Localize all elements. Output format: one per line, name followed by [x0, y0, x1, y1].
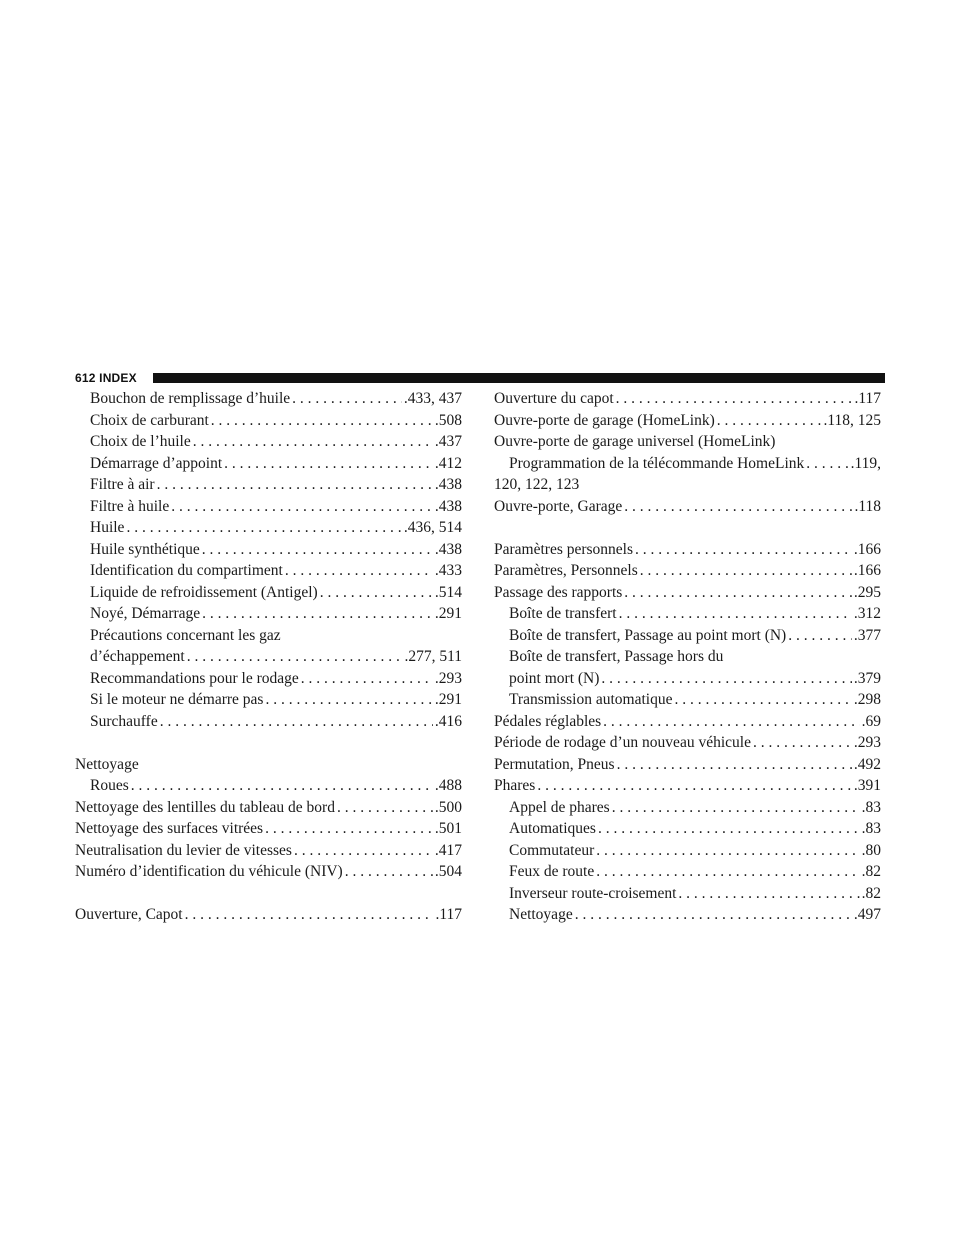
index-entry-text: Appel de phares	[509, 798, 610, 816]
index-entry-pages: .514	[434, 583, 462, 601]
index-entry-text: Précautions concernant les gaz	[90, 626, 281, 644]
dot-leader	[301, 670, 433, 688]
index-entry-text: Huile synthétique	[90, 540, 200, 558]
index-entry-pages: .438	[434, 497, 462, 515]
index-entry	[494, 584, 881, 606]
dot-leader	[635, 541, 852, 559]
index-entry	[75, 777, 462, 799]
dot-leader	[193, 433, 433, 451]
index-entry-pages: .291	[434, 605, 462, 622]
index-entry-text: Transmission automatique	[509, 691, 673, 708]
index-entry-pages: .416	[434, 712, 462, 730]
index-spacer	[75, 734, 462, 756]
index-entry	[75, 842, 462, 864]
index-entry	[494, 498, 881, 520]
index-entry-pages: .83	[861, 820, 881, 837]
dot-leader	[806, 455, 848, 473]
index-entry	[494, 670, 881, 692]
index-entry-pages: .437	[434, 433, 462, 450]
index-entry-text: Si le moteur ne démarre pas	[90, 691, 264, 708]
index-entry	[75, 390, 462, 412]
page-header	[75, 370, 885, 386]
index-entry-pages: .82	[861, 863, 881, 880]
index-entry-text: Boîte de transfert, Passage hors du	[509, 648, 724, 665]
index-entry-text: Identification du compartiment	[90, 562, 283, 579]
dot-leader	[294, 842, 433, 860]
index-entry	[75, 455, 462, 477]
index-entry	[75, 756, 462, 778]
index-entry-pages: .492	[853, 755, 881, 773]
index-entry	[75, 670, 462, 692]
index-entry-text: Automatiques	[509, 820, 596, 837]
index-entry	[75, 498, 462, 520]
dot-leader	[345, 863, 433, 881]
index-entry-pages: .69	[861, 712, 881, 730]
index-entry	[75, 648, 462, 670]
index-entry	[494, 455, 881, 477]
index-entry	[494, 433, 881, 455]
index-entry-pages: .504	[434, 863, 462, 880]
index-entry-pages: .83	[861, 798, 881, 816]
index-entry-text: Paramètres, Personnels	[494, 562, 638, 579]
index-entry-pages: .298	[853, 691, 881, 708]
index-entry	[494, 648, 881, 670]
index-entry	[494, 799, 881, 821]
index-entry-text: Démarrage d’appoint	[90, 454, 223, 472]
index-column-left	[75, 390, 462, 928]
index-entry-pages: .438	[434, 540, 462, 558]
index-entry-text: Phares	[494, 777, 536, 794]
index-entry-pages: .412	[434, 454, 462, 472]
index-entry-pages: .166	[853, 540, 881, 558]
index-entry	[75, 799, 462, 821]
index-entry	[494, 885, 881, 907]
index-entry	[494, 476, 881, 498]
index-entry-text: Nettoyage des lentilles du tableau de bord	[75, 798, 335, 816]
index-entry-text: Ouverture, Capot	[75, 906, 183, 923]
index-entry-pages: .433, 437	[403, 390, 462, 407]
index-entry-pages: .295	[853, 583, 881, 601]
index-entry-text: Ouverture du capot	[494, 390, 614, 407]
dot-leader	[265, 820, 433, 838]
dot-leader	[601, 670, 851, 688]
dot-leader	[624, 584, 852, 602]
index-entry	[494, 734, 881, 756]
dot-leader	[612, 799, 860, 817]
index-entry-text: Ouvre-porte de garage (HomeLink)	[494, 411, 715, 429]
index-entry-pages: .488	[434, 777, 462, 794]
dot-leader	[224, 455, 433, 473]
index-entry-text: Nettoyage	[75, 755, 139, 773]
dot-leader	[131, 777, 433, 795]
header-rule	[153, 373, 885, 383]
index-entry-pages: .417	[434, 841, 462, 859]
index-entry	[494, 627, 881, 649]
index-entry-text: Nettoyage des surfaces vitrées	[75, 820, 264, 837]
index-entry-pages: .119,	[850, 454, 881, 472]
index-entry	[75, 605, 462, 627]
dot-leader	[674, 691, 851, 709]
index-entry	[75, 863, 462, 885]
index-entry-text: d’échappement	[90, 648, 185, 665]
index-entry-text: Liquide de refroidissement (Antigel)	[90, 583, 318, 601]
index-entry-pages: .497	[853, 906, 881, 923]
dot-leader	[616, 390, 853, 408]
index-entry	[494, 863, 881, 885]
index-entry-pages: .379	[853, 669, 881, 687]
index-column-right	[494, 390, 881, 928]
index-entry-text: Paramètres personnels	[494, 540, 634, 558]
index-entry-pages: .436, 514	[403, 519, 462, 536]
index-entry	[75, 433, 462, 455]
index-entry-pages: .291	[434, 691, 462, 708]
index-entry-text: Pédales réglables	[494, 712, 602, 730]
index-entry-text: point mort (N)	[509, 669, 600, 687]
index-entry	[75, 713, 462, 735]
index-entry-text: Programmation de la télécommande HomeLink	[509, 454, 805, 472]
index-spacer	[494, 519, 881, 541]
index-entry-text: Choix de l’huile	[90, 433, 191, 450]
index-entry-text: Choix de carburant	[90, 411, 209, 429]
dot-leader	[575, 906, 852, 924]
index-entry-pages: .391	[853, 777, 881, 794]
index-entry-pages: .312	[853, 605, 881, 622]
index-entry-pages: .293	[434, 669, 462, 687]
dot-leader	[753, 734, 852, 752]
index-entry-pages: .118, 125	[823, 411, 881, 429]
index-entry-text: Permutation, Pneus	[494, 755, 615, 773]
dot-leader	[678, 885, 859, 903]
index-spacer	[75, 885, 462, 907]
index-entry-text: Période de rodage d’un nouveau véhicule	[494, 734, 751, 751]
index-entry	[494, 541, 881, 563]
index-entry-pages: .501	[434, 820, 462, 837]
dot-leader	[171, 498, 433, 516]
index-entry-text: Boîte de transfert	[509, 605, 617, 622]
index-entry-text: Roues	[90, 777, 129, 794]
index-entry	[494, 820, 881, 842]
index-entry-text: Filtre à huile	[90, 497, 170, 515]
index-entry-text: Noyé, Démarrage	[90, 605, 201, 622]
dot-leader	[211, 412, 433, 430]
index-entry	[75, 519, 462, 541]
index-entry-text: Boîte de transfert, Passage au point mort (N)	[509, 626, 787, 644]
index-entry	[75, 820, 462, 842]
dot-leader	[202, 605, 433, 623]
index-entry	[75, 562, 462, 584]
dot-leader	[717, 412, 822, 430]
index-entry-pages: .277, 511	[404, 648, 462, 665]
index-entry-text: Surchauffe	[90, 712, 158, 730]
index-entry-pages: .293	[853, 734, 881, 751]
index-entry-pages: .80	[861, 841, 881, 859]
dot-leader	[537, 777, 852, 795]
dot-leader	[788, 627, 852, 645]
index-entry	[75, 584, 462, 606]
index-entry-pages: .166	[853, 562, 881, 579]
index-entry	[494, 906, 881, 928]
index-entry	[75, 476, 462, 498]
index-entry-pages: .377	[853, 626, 881, 644]
index-entry-pages: .118	[854, 497, 881, 515]
dot-leader	[185, 906, 434, 924]
index-entry-pages: .500	[434, 798, 462, 816]
index-entry-text: Nettoyage	[509, 906, 573, 923]
dot-leader	[320, 584, 433, 602]
index-entry	[75, 691, 462, 713]
index-entry	[494, 412, 881, 434]
index-entry-text: Commutateur	[509, 841, 595, 859]
dot-leader	[596, 863, 859, 881]
index-entry-text: Ouvre-porte de garage universel (HomeLink)	[494, 433, 776, 450]
index-entry	[494, 390, 881, 412]
index-entry-text: Huile	[90, 519, 125, 536]
dot-leader	[157, 476, 433, 494]
index-entry	[494, 562, 881, 584]
index-entry-pages: .117	[435, 906, 462, 923]
index-entry	[494, 713, 881, 735]
dot-leader	[187, 648, 403, 666]
page-number-label: 612 INDEX	[75, 371, 137, 385]
dot-leader	[596, 842, 859, 860]
index-entry-text: Bouchon de remplissage d’huile	[90, 390, 291, 407]
index-entry-pages: .117	[854, 390, 881, 407]
dot-leader	[598, 820, 860, 838]
dot-leader	[603, 713, 859, 731]
index-entry-text: Recommandations pour le rodage	[90, 669, 299, 687]
dot-leader	[624, 498, 852, 516]
dot-leader	[202, 541, 433, 559]
index-entry-text: Filtre à air	[90, 476, 155, 493]
index-entry	[494, 756, 881, 778]
dot-leader	[265, 691, 432, 709]
dot-leader	[126, 519, 401, 537]
index-entry-pages: .508	[434, 411, 462, 429]
index-entry-pages: .433	[434, 562, 462, 579]
index-entry	[75, 412, 462, 434]
index-entry	[494, 777, 881, 799]
index-entry-pages: .82	[861, 884, 881, 902]
index-entry	[75, 906, 462, 928]
dot-leader	[160, 713, 433, 731]
index-entry	[494, 842, 881, 864]
index-entry	[75, 627, 462, 649]
index-entry-text: Neutralisation du levier de vitesses	[75, 841, 292, 859]
index-entry-text: Ouvre-porte, Garage	[494, 497, 623, 515]
dot-leader	[337, 799, 433, 817]
index-entry-pages: .438	[434, 476, 462, 493]
dot-leader	[617, 756, 852, 774]
index-entry	[75, 541, 462, 563]
index-entry-text: Passage des rapports	[494, 583, 623, 601]
index-entry-text: Feux de route	[509, 863, 595, 880]
dot-leader	[619, 605, 852, 623]
index-entry-text: Inverseur route-croisement	[509, 884, 677, 902]
index-entry-text: Numéro d’identification du véhicule (NIV)	[75, 863, 343, 880]
index-entry-text: 120, 122, 123	[494, 476, 580, 493]
dot-leader	[292, 390, 402, 408]
index-entry	[494, 691, 881, 713]
index-entry	[494, 605, 881, 627]
dot-leader	[640, 562, 852, 580]
dot-leader	[285, 562, 433, 580]
